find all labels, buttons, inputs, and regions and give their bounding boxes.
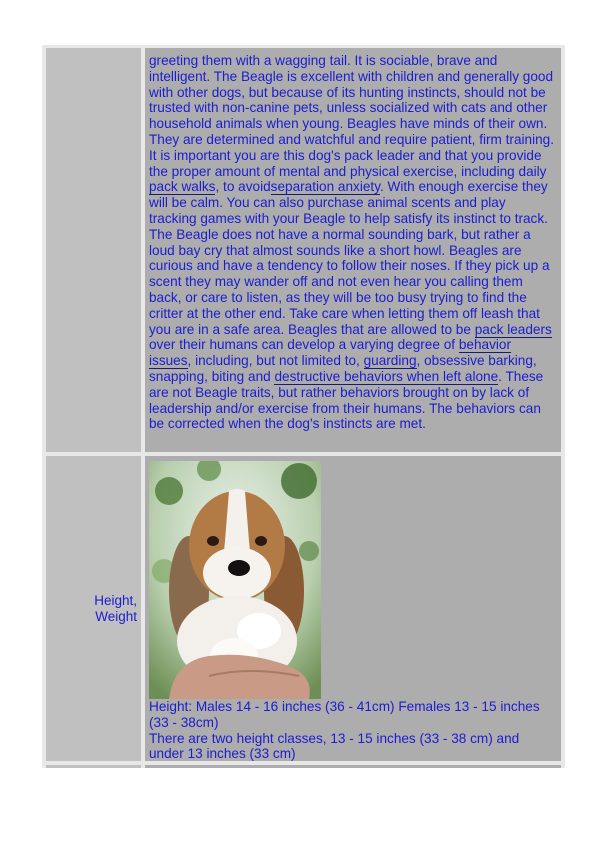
height-weight-content-cell xyxy=(145,456,561,761)
temperament-text-3: . With enough exercise they will be calm. You can also purchase animal scents and play tracking games with your Beagle to help satisfy its instinct to track. The Beagle does not have a normal sounding bark, but rather a loud bay cry that almost sounds like a short howl. Beagles are curious and have a tendency to follow their noses. If they pick up a scent they may wander off and not even hear you calling them back, or care to listen, as they will be too busy trying to find the critter at the other end. Take care when letting them off leash that you are in a safe area. Beagles that are allowed to be xyxy=(149,179,550,337)
temperament-label-cell xyxy=(46,48,141,452)
height-classes-text: There are two height classes, 13 - 15 inches (33 - 38 cm) and under 13 inches (33 cm) xyxy=(149,730,520,761)
temperament-text-5: , including, but not limited to, xyxy=(187,353,364,369)
destructive-behaviors-link[interactable]: destructive behaviors when left alone xyxy=(274,368,499,384)
next-row-label-cell xyxy=(46,765,141,768)
height-label: Height, xyxy=(94,592,137,608)
height-weight-row xyxy=(46,456,561,761)
temperament-text-6: , obsessive barking, snapping, biting and xyxy=(149,353,537,384)
temperament-content-cell xyxy=(145,48,561,452)
breed-info-table xyxy=(42,45,565,768)
next-row-partial xyxy=(46,765,561,768)
temperament-text-2: , to avoid xyxy=(215,179,271,195)
next-row-content-cell xyxy=(145,765,561,768)
temperament-row xyxy=(46,48,561,452)
temperament-text-4: over their humans can develop a varying degree of xyxy=(149,337,459,353)
behavior-issues-link[interactable]: behavior issues xyxy=(149,337,511,369)
pack-leaders-link[interactable]: pack leaders xyxy=(474,321,552,337)
height-weight-label-cell xyxy=(46,456,141,761)
temperament-text-7: . These are not Beagle traits, but rather behaviors brought on by lack of leadership and/or exercise from their humans. The behaviors can be corrected when the dog's instincts are met. xyxy=(149,368,544,432)
temperament-text-1: greeting them with a wagging tail. It is sociable, brave and intelligent. The Beagle is excellent with children and generally good with other dogs, but because of its hunting instincts, should not be trusted with non-canine pets, unless socialized with cats and other household animals when young. Beagles have minds of their own. They are determined and watchful and require patient, firm training. It is important you are this dog's pack leader and that you provide the proper amount of mental and physical exercise, including daily xyxy=(149,53,555,179)
pack-walks-link[interactable]: pack walks xyxy=(149,179,216,195)
guarding-link[interactable]: guarding xyxy=(363,353,417,369)
weight-label: Weight xyxy=(95,608,137,624)
height-text: Height: Males 14 - 16 inches (36 - 41cm) Females 13 - 15 inches (33 - 38cm) xyxy=(149,699,540,730)
beagle-puppy-photo xyxy=(149,461,321,699)
separation-anxiety-link[interactable]: separation anxiety xyxy=(270,179,380,195)
